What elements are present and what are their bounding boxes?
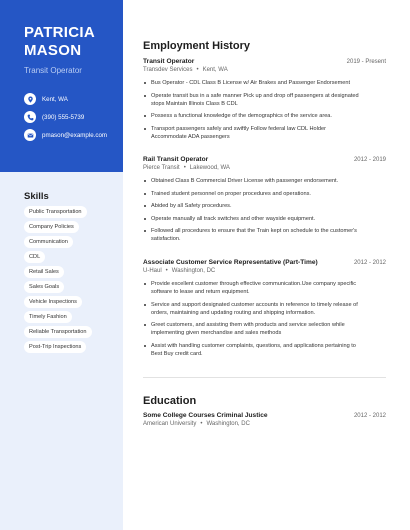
job-bullet: Provide excellent customer through effective communication.Use company specific software to lease and return equipment. — [143, 280, 361, 296]
job-entry — [143, 156, 386, 248]
skill-chip: CDL — [24, 251, 45, 263]
education-dates: 2012 - 2012 — [353, 413, 386, 419]
first-name: PATRICIA — [24, 24, 96, 41]
job-title: Rail Transit Operator — [143, 156, 209, 163]
contact-location — [24, 92, 120, 106]
degree-title: Some College Courses Criminal Justice — [143, 412, 268, 419]
sidebar — [0, 0, 123, 530]
skill-chip: Public Transportation — [24, 206, 87, 218]
job-title: Transit Operator — [143, 58, 195, 65]
job-bullets — [143, 177, 386, 243]
job-bullet: Abided by all Safety procedures. — [143, 202, 361, 210]
job-bullet: Operate transit bus in a safe manner Pick up and drop off passengers at designated stops Maintain Illinois Class B CDL — [143, 92, 361, 108]
employment-heading: Employment History — [143, 40, 250, 52]
education-heading: Education — [143, 395, 197, 407]
skill-chip: Reliable Transportation — [24, 326, 92, 338]
phone-text[interactable]: (390) 555-5739 — [42, 113, 85, 121]
contact-email[interactable] — [24, 128, 120, 142]
skill-chip: Sales Goals — [24, 281, 64, 293]
skill-chip: Vehicle Inspections — [24, 296, 82, 308]
job-company-line: Transdev Services • Kent, WA — [143, 67, 228, 73]
location-pin-icon — [24, 93, 36, 105]
last-name: MASON — [24, 42, 82, 59]
job-company-line: Pierce Transit • Lakewood, WA — [143, 165, 230, 171]
job-bullet: Followed all procedures to ensure that the Train kept on schedule to the customer's satisfaction. — [143, 227, 361, 243]
job-dates: 2019 - Present — [346, 59, 386, 65]
section-divider — [143, 377, 386, 378]
job-dates: 2012 - 2012 — [353, 260, 386, 266]
job-company-line: U-Haul • Washington, DC — [143, 268, 216, 274]
job-bullets — [143, 280, 386, 358]
location-text: Kent, WA — [42, 95, 68, 103]
job-location: Kent, WA — [202, 67, 228, 73]
job-bullet: Service and support designated customer accounts in reference to timely release of orders, maintaining and updating routing and shipping information. — [143, 301, 361, 317]
job-company: Transdev Services — [143, 67, 193, 73]
candidate-name — [24, 24, 120, 60]
contact-phone[interactable] — [24, 110, 120, 124]
job-bullet: Obtained Class B Commercial Driver License with passenger endorsement. — [143, 177, 361, 185]
job-bullet: Transport passengers safely and swiftly Follow federal law CDL Holder Accommodate ADA passengers — [143, 125, 361, 141]
skill-chip: Post-Trip Inspections — [24, 341, 86, 353]
phone-icon — [24, 111, 36, 123]
skill-chip: Timely Fashion — [24, 311, 72, 323]
school-name: American University — [143, 421, 197, 427]
job-entry — [143, 58, 386, 145]
job-bullet: Possess a functional knowledge of the demographics of the service area. — [143, 112, 361, 120]
job-dates: 2012 - 2019 — [353, 157, 386, 163]
job-title: Associate Customer Service Representative (Part-Time) — [143, 259, 318, 266]
profile-header — [0, 0, 123, 172]
job-entry — [143, 259, 386, 362]
school-location: Washington, DC — [206, 421, 250, 427]
job-location: Lakewood, WA — [189, 165, 230, 171]
job-bullets — [143, 79, 386, 141]
skills-list — [24, 206, 120, 353]
job-bullet: Assist with handling customer complaints, questions, and applications pertaining to Best Buy credit card. — [143, 342, 361, 358]
main-content — [143, 0, 386, 530]
job-bullet: Greet customers, and assisting them with products and service selection while implementing given merchandise and sales methods — [143, 321, 361, 337]
job-company: Pierce Transit — [143, 165, 180, 171]
skills-heading: Skills — [24, 191, 49, 202]
job-role: Transit Operator — [24, 66, 82, 75]
job-company: U-Haul — [143, 268, 162, 274]
email-text[interactable]: pmason@example.com — [42, 131, 108, 139]
job-location: Washington, DC — [171, 268, 216, 274]
job-bullet: Trained student personnel on proper procedures and operations. — [143, 190, 361, 198]
education-school-line: American University • Washington, DC — [143, 421, 250, 427]
skill-chip: Retail Sales — [24, 266, 64, 278]
job-bullet: Bus Operator - CDL Class B License w/ Air Brakes and Passenger Endorsement — [143, 79, 361, 87]
education-entry — [143, 412, 386, 427]
skill-chip: Communication — [24, 236, 73, 248]
job-bullet: Operate manually all track switches and other wayside equipment. — [143, 215, 361, 223]
skill-chip: Company Policies — [24, 221, 79, 233]
email-icon — [24, 129, 36, 141]
